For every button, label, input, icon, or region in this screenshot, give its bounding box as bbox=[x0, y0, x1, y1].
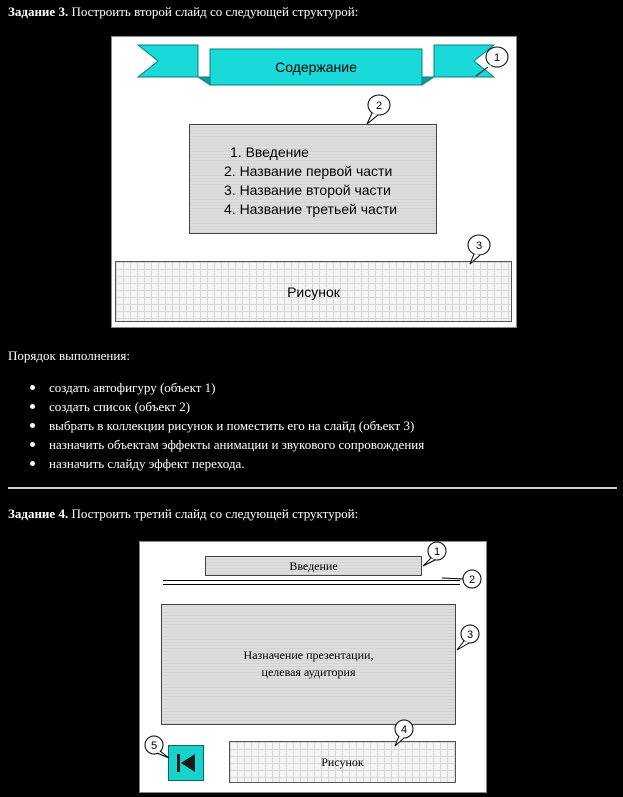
list-item: 3. Название второй части bbox=[224, 182, 391, 198]
list-item: выбрать в коллекции рисунок и поместить его на слайд (объект 3) bbox=[27, 416, 424, 435]
section-divider bbox=[8, 487, 617, 489]
list-item: 1. Введение bbox=[230, 144, 309, 160]
callout-3 bbox=[462, 234, 498, 270]
list-item: назначить объектам эффекты анимации и звукового сопровождения bbox=[27, 435, 424, 454]
list-item: создать автофигуру (объект 1) bbox=[27, 378, 424, 397]
content-line: целевая аудитория bbox=[261, 665, 356, 679]
picture-placeholder: Рисунок bbox=[115, 261, 512, 322]
task3-label: Задание 3. bbox=[8, 4, 69, 19]
steps-list bbox=[27, 378, 424, 473]
task3-text: Построить второй слайд со следующей структурой: bbox=[71, 4, 359, 19]
callout-2 bbox=[440, 568, 484, 592]
callout-number: 2 bbox=[468, 574, 476, 586]
callout-3 bbox=[452, 622, 486, 656]
content-box bbox=[161, 604, 456, 725]
slide3-preview bbox=[139, 541, 487, 793]
contents-list bbox=[224, 143, 397, 219]
callout-number: 2 bbox=[375, 100, 383, 112]
callout-number: 3 bbox=[475, 240, 483, 252]
list-item: 2. Название первой части bbox=[224, 163, 393, 179]
title-divider-line bbox=[163, 580, 460, 585]
content-line: Назначение презентации, bbox=[243, 648, 374, 662]
contents-list-box bbox=[189, 124, 437, 234]
callout-number: 1 bbox=[433, 546, 441, 558]
task4-text: Построить третий слайд со следующей структурой: bbox=[71, 506, 359, 521]
list-item: создать список (объект 2) bbox=[27, 397, 424, 416]
callout-number: 1 bbox=[493, 52, 501, 64]
picture-placeholder: Рисунок bbox=[229, 741, 456, 783]
callout-1 bbox=[418, 540, 452, 570]
task4-heading bbox=[8, 506, 358, 522]
slide-title-box: Введение bbox=[205, 556, 422, 576]
slide2-preview bbox=[111, 36, 517, 328]
list-item: 4. Название третьей части bbox=[224, 201, 398, 217]
order-heading: Порядок выполнения: bbox=[8, 348, 130, 363]
task3-heading bbox=[8, 4, 358, 20]
callout-5 bbox=[142, 734, 176, 768]
callout-2 bbox=[362, 94, 398, 130]
task4-label: Задание 4. bbox=[8, 506, 69, 521]
list-item: назначить слайду эффект перехода. bbox=[27, 454, 424, 473]
callout-number: 5 bbox=[150, 740, 158, 752]
callout-number: 4 bbox=[400, 724, 408, 736]
callout-number: 3 bbox=[466, 629, 474, 641]
callout-1 bbox=[470, 40, 516, 84]
banner-title: Содержание bbox=[275, 59, 357, 75]
callout-4 bbox=[388, 718, 422, 752]
